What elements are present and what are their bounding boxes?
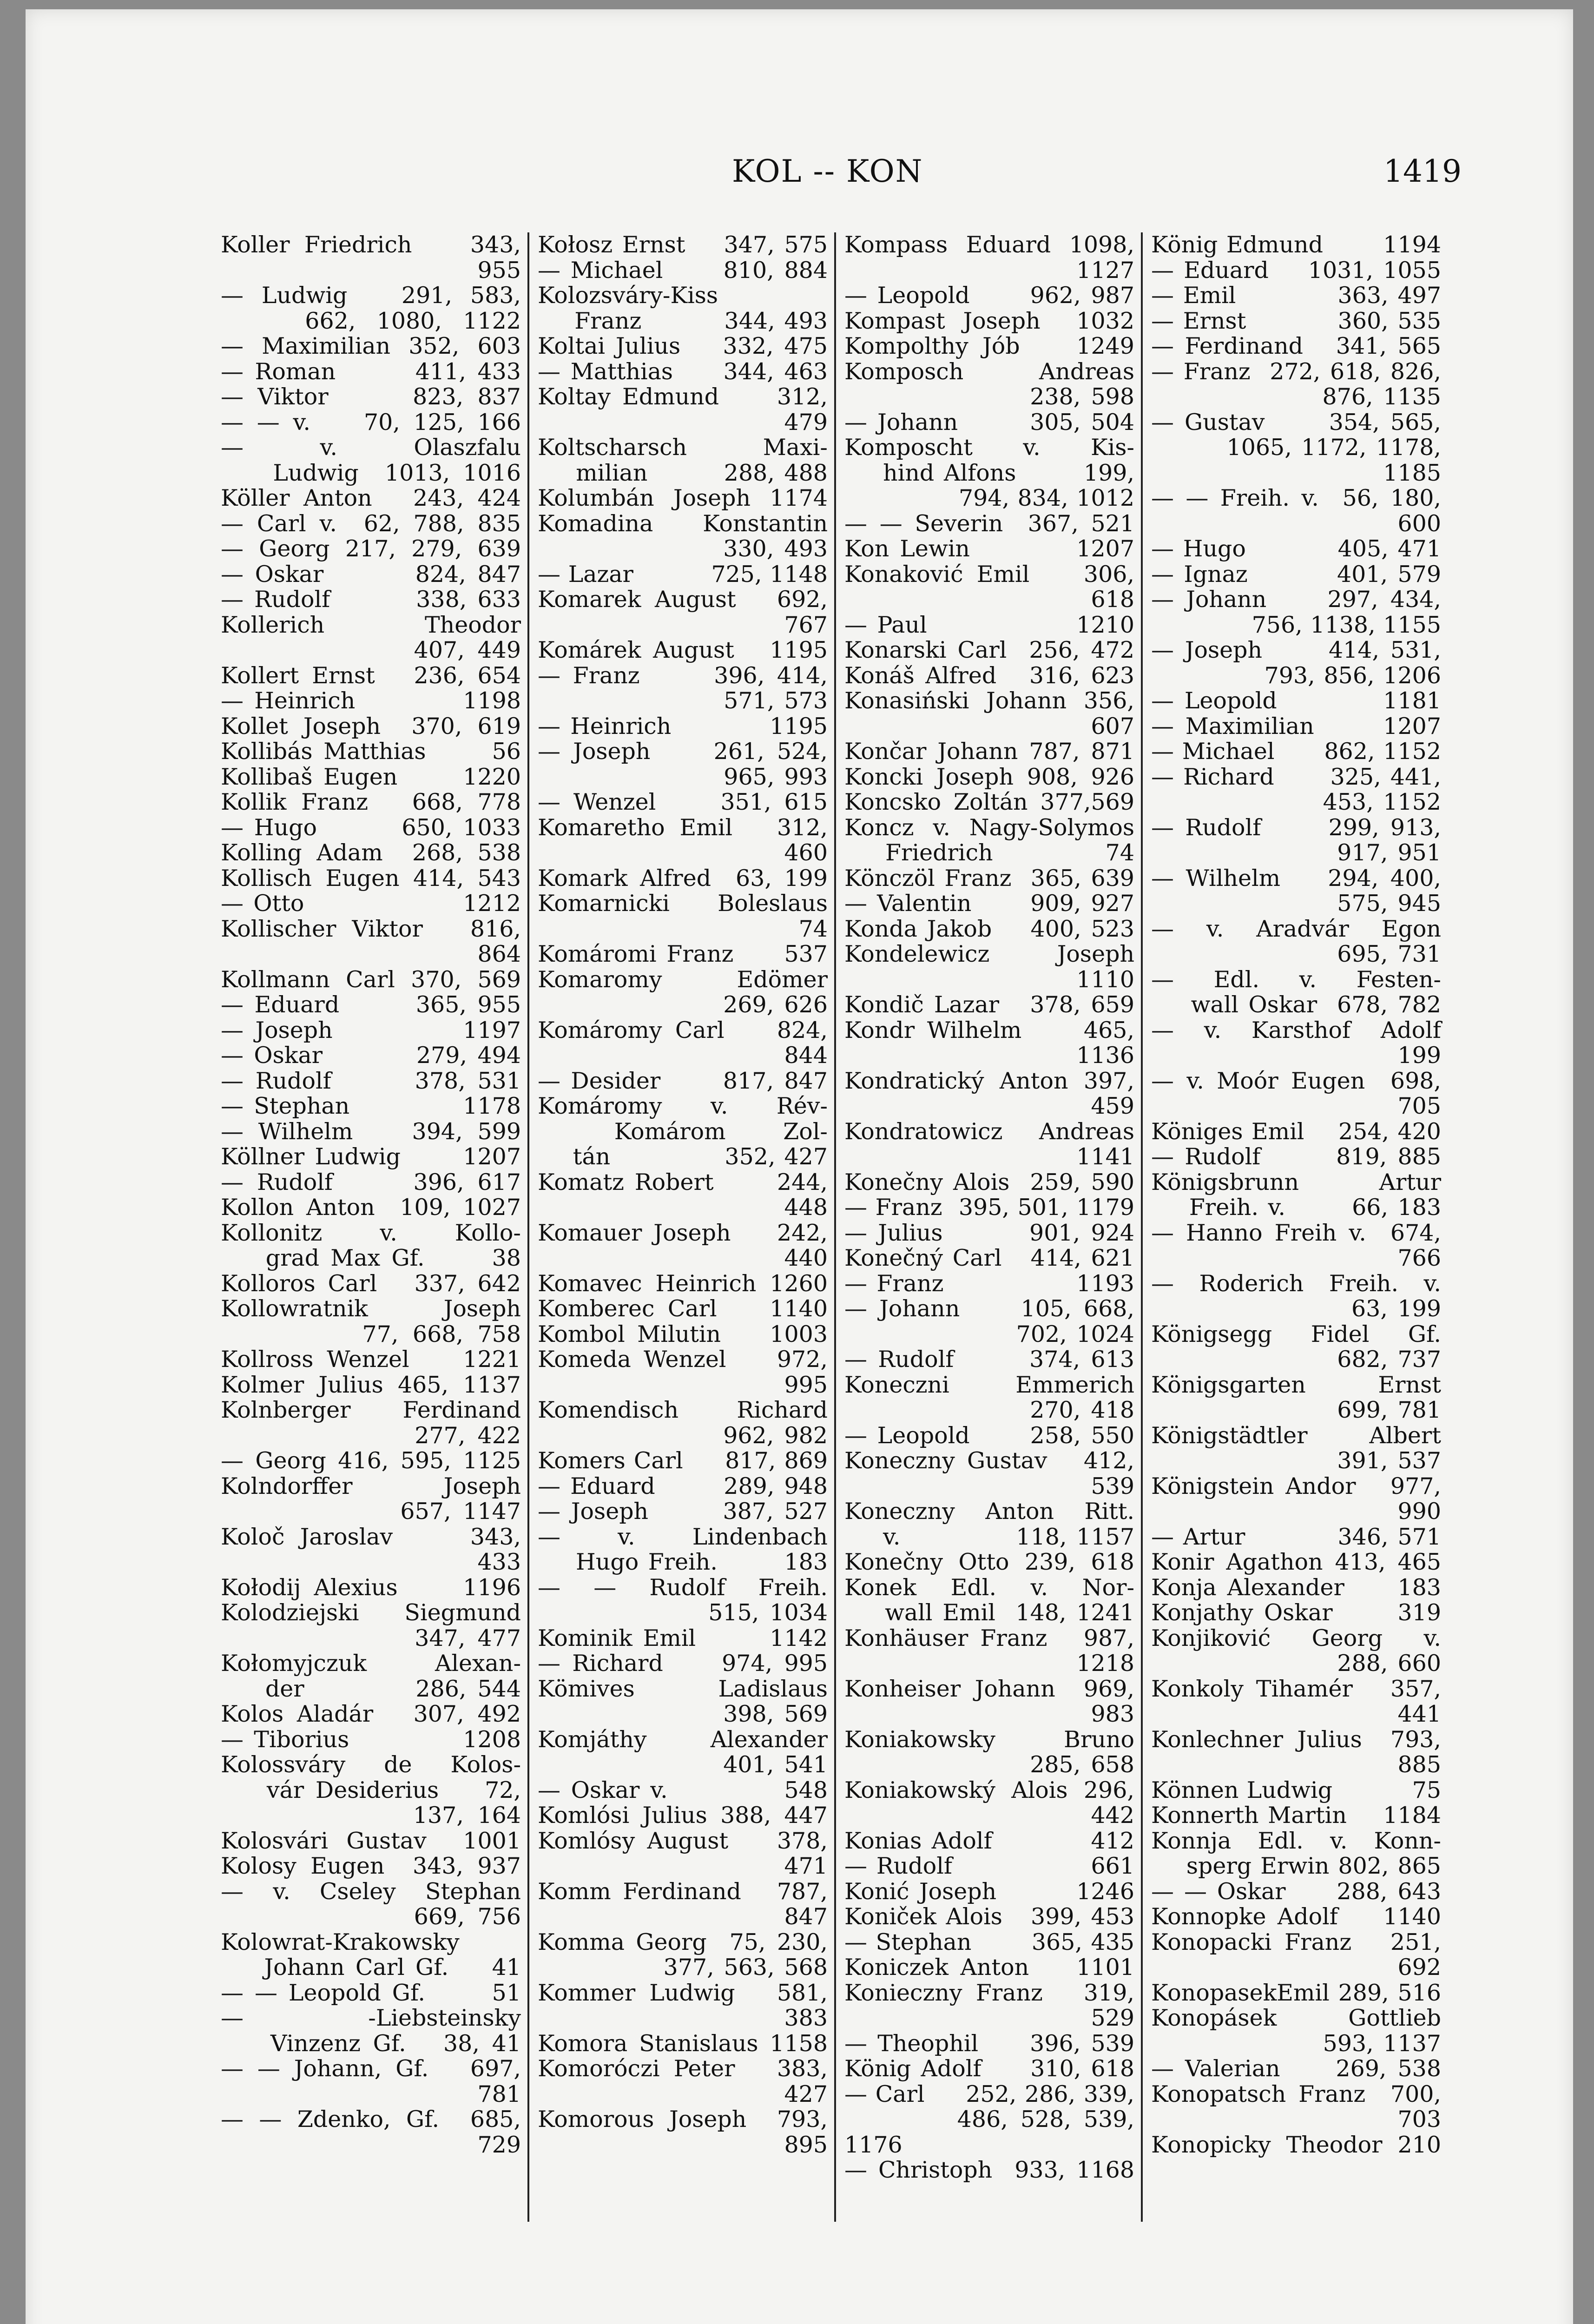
index-entry: — — Severin 367, 521 (844, 510, 1134, 537)
index-entry: Komlósy August 378, 471 (538, 1827, 828, 1879)
index-entry: — Julius 901, 924 (844, 1219, 1134, 1246)
index-entry: — Roman 411, 433 (221, 358, 521, 385)
index-entry: Kollik Franz 668, 778 (221, 789, 521, 815)
index-entry: Konhäuser Franz 987, 1218 (844, 1624, 1134, 1677)
index-entry: Končar Johann 787, 871 (844, 738, 1134, 765)
index-entry: — Eduard 289, 948 (538, 1472, 828, 1499)
index-entry: — Heinrich 1198 (221, 687, 521, 714)
index-entry: Kolos Aladár 307, 492 (221, 1701, 521, 1727)
index-entry: — -Liebsteinsky Vinzenz Gf. 38, 41 (221, 2005, 521, 2057)
index-entry: — Rudolf 819, 885 (1151, 1143, 1441, 1170)
index-entry: — Oskar v. 548 (538, 1776, 828, 1803)
index-entry: Kolnberger Ferdinand 277, 422 (221, 1397, 521, 1449)
index-entry: — Johann 105, 668, 702, 1024 (844, 1295, 1134, 1347)
index-entry: — Gustav 354, 565, 1065, 1172, 1178, 1185 (1151, 409, 1441, 486)
index-entry: Koltay Edmund 312, 479 (538, 383, 828, 436)
index-entry: — Ferdinand 341, 565 (1151, 333, 1441, 359)
index-entry: — Viktor 823, 837 (221, 383, 521, 410)
column-1 (221, 232, 527, 2222)
index-entry: — Johann 305, 504 (844, 409, 1134, 436)
index-entry: — Carl 252, 286, 339, 486, 528, 539, 1176 (844, 2080, 1134, 2158)
index-entry: Koloč Jaroslav 343, 433 (221, 1523, 521, 1575)
index-entry: — Wenzel 351, 615 (538, 789, 828, 815)
index-entry: Konić Joseph 1246 (844, 1878, 1134, 1905)
index-entry: — Desider 817, 847 (538, 1067, 828, 1094)
page-header (26, 153, 1573, 195)
index-entry: Koneczni Emmerich 270, 418 (844, 1371, 1134, 1423)
index-entry: Kompolthy Jób 1249 (844, 333, 1134, 359)
index-entry: — Michael 862, 1152 (1151, 738, 1441, 765)
index-entry: Koncki Joseph 908, 926 (844, 763, 1134, 790)
index-entry: — Ludwig 291, 583, 662, 1080, 1122 (221, 282, 521, 334)
index-entry: Komarnicki Boleslaus 74 (538, 890, 828, 942)
index-entry: — v. Aradvár Egon 695, 731 (1151, 915, 1441, 967)
index-entry: — Ignaz 401, 579 (1151, 561, 1441, 588)
index-entry: — v. Olaszfalu Ludwig 1013, 1016 (221, 434, 521, 486)
index-entry: Konnja Edl. v. Konn- sperg Erwin 802, 865 (1151, 1827, 1441, 1879)
index-entry: Kolling Adam 268, 538 (221, 839, 521, 866)
index-entry: — Richard 325, 441, 453, 1152 (1151, 763, 1441, 815)
index-entry: Komoróczi Peter 383, 427 (538, 2055, 828, 2107)
index-entry: Kołosz Ernst 347, 575 (538, 231, 828, 258)
index-entry: — Joseph 261, 524, 965, 993 (538, 738, 828, 790)
index-entry: Konlechner Julius 793, 885 (1151, 1726, 1441, 1778)
index-entry: Konopacki Franz 251, 692 (1151, 1928, 1441, 1981)
index-entry: — Paul 1210 (844, 611, 1134, 638)
index-entry: — Wilhelm 394, 599 (221, 1118, 521, 1145)
index-entry: Komark Alfred 63, 199 (538, 865, 828, 891)
index-entry: Kolozsváry-Kiss Franz 344, 493 (538, 282, 828, 334)
index-entry: Königes Emil 254, 420 (1151, 1118, 1441, 1145)
index-entry: Komendisch Richard 962, 982 (538, 1397, 828, 1449)
index-entry: Kollon Anton 109, 1027 (221, 1194, 521, 1221)
index-entry: Kolmer Julius 465, 1137 (221, 1371, 521, 1398)
index-entry: Konáš Alfred 316, 623 (844, 662, 1134, 689)
index-entry: Koniakowský Alois 296, 442 (844, 1776, 1134, 1829)
index-entry: Kondr Wilhelm 465, 1136 (844, 1017, 1134, 1069)
index-entry: Konaković Emil 306, 618 (844, 561, 1134, 613)
index-entry: — Eduard 1031, 1055 (1151, 257, 1441, 284)
index-entry: — Stephan 1178 (221, 1093, 521, 1119)
column-4 (1141, 232, 1448, 2222)
index-entry: Konek Edl. v. Nor- wall Emil 148, 1241 (844, 1574, 1134, 1626)
index-entry: Konieczny Franz 319, 529 (844, 1979, 1134, 2031)
index-entry: Kondič Lazar 378, 659 (844, 991, 1134, 1018)
index-entry: — Joseph 1197 (221, 1017, 521, 1043)
index-entry: Kollibás Matthias 56 (221, 738, 521, 765)
index-entry: — — v. 70, 125, 166 (221, 409, 521, 436)
index-entry: Kołomyjczuk Alexan- der 286, 544 (221, 1650, 521, 1702)
index-entry: Komm Ferdinand 787, 847 (538, 1878, 828, 1930)
index-entry: Koncsko Zoltán 377,569 (844, 789, 1134, 815)
index-entry: — Otto 1212 (221, 890, 521, 917)
index-entry: — Stephan 365, 435 (844, 1928, 1134, 1955)
index-entry: Kolosvári Gustav 1001 (221, 1827, 521, 1854)
index-entry: Kon Lewin 1207 (844, 535, 1134, 562)
index-entry: Konečny Otto 239, 618 (844, 1549, 1134, 1575)
index-entry: Koller Friedrich 343, 955 (221, 231, 521, 284)
index-entry: — Valerian 269, 538 (1151, 2055, 1441, 2082)
index-entry: Königsgarten Ernst 699, 781 (1151, 1371, 1441, 1423)
index-entry: — Richard 974, 995 (538, 1650, 828, 1677)
index-entry: — Leopold 258, 550 (844, 1422, 1134, 1449)
index-entry: — Franz 1193 (844, 1270, 1134, 1297)
index-entry: — Maximilian 352, 603 (221, 333, 521, 359)
column-3 (834, 232, 1141, 2222)
index-entry: Komposcht v. Kis- hind Alfons 199, 794, 834, 1012 (844, 434, 1134, 511)
index-entry: Könczöl Franz 365, 639 (844, 865, 1134, 891)
index-entry: Königsegg Fidel Gf. 682, 737 (1151, 1320, 1441, 1373)
index-entry: — Rudolf 378, 531 (221, 1067, 521, 1094)
index-entry: Konopásek Gottlieb 593, 1137 (1151, 2005, 1441, 2057)
index-entry: Kondelewicz Joseph 1110 (844, 941, 1134, 993)
index-entry: König Edmund 1194 (1151, 231, 1441, 258)
index-entry: — — Oskar 288, 643 (1151, 1878, 1441, 1905)
index-entry: Komers Carl 817, 869 (538, 1447, 828, 1474)
index-entry: — Johann 297, 434, 756, 1138, 1155 (1151, 586, 1442, 638)
index-entry: Konečný Carl 414, 621 (844, 1245, 1134, 1271)
index-entry: — — Zdenko, Gf. 685, 729 (221, 2106, 521, 2158)
index-entry: — Carl v. 62, 788, 835 (221, 510, 521, 537)
index-entry: Komaromy Edömer 269, 626 (538, 966, 828, 1018)
index-entry: Kolosy Eugen 343, 937 (221, 1853, 521, 1879)
index-entry: Komeda Wenzel 972, 995 (538, 1346, 828, 1398)
index-entry: Komposch Andreas 238, 598 (844, 358, 1134, 410)
index-entry: — Christoph 933, 1168 (844, 2157, 1134, 2183)
index-entry: Konopatsch Franz 700, 703 (1151, 2080, 1441, 2133)
index-entry: Können Ludwig 75 (1151, 1776, 1441, 1803)
index-entry: Kolumbán Joseph 1174 (538, 485, 828, 511)
index-entry: — Hugo 405, 471 (1151, 535, 1441, 562)
index-entry: Kondratowicz Andreas 1141 (844, 1118, 1134, 1170)
index-entry: — — Freih. v. 56, 180, 600 (1151, 485, 1441, 537)
index-entry: Kollerich Theodor 407, 449 (221, 611, 521, 663)
index-entry: Kominik Emil 1142 (538, 1624, 828, 1651)
index-entry: — Hugo 650, 1033 (221, 814, 521, 841)
index-entry: Kompast Joseph 1032 (844, 307, 1134, 334)
index-entry: Koneczny Gustav 412, 539 (844, 1447, 1134, 1499)
index-entry: Koneczny Anton Ritt. v. 118, 1157 (844, 1498, 1134, 1550)
index-entry: — Rudolf 396, 617 (221, 1169, 521, 1195)
index-entry: Konnopke Adolf 1140 (1151, 1903, 1441, 1930)
index-entry: — v. Lindenbach Hugo Freih. 183 (538, 1523, 828, 1575)
index-entry: — Tiborius 1208 (221, 1726, 521, 1753)
index-entry: Konarski Carl 256, 472 (844, 637, 1134, 663)
index-entry: Kondratický Anton 397, 459 (844, 1067, 1134, 1119)
index-entry: Komadina Konstantin 330, 493 (538, 510, 828, 562)
index-entry: — Michael 810, 884 (538, 257, 828, 284)
index-entry: — Heinrich 1195 (538, 713, 828, 739)
index-entry: Koniakowsky Bruno 285, 658 (844, 1726, 1134, 1778)
index-entry: — Joseph 414, 531, 793, 856, 1206 (1151, 637, 1442, 689)
index-entry: — — Johann, Gf. 697, 781 (221, 2055, 521, 2107)
column-2 (527, 232, 834, 2222)
index-entry: Komorous Joseph 793, 895 (538, 2106, 828, 2158)
index-entry: Komma Georg 75, 230, 377, 563, 568 (538, 1928, 828, 1981)
index-entry: Konheiser Johann 969, 983 (844, 1675, 1134, 1727)
index-entry: Konias Adolf 412 (844, 1827, 1134, 1854)
index-entry: Koltscharsch Maxi- milian 288, 488 (538, 434, 828, 486)
index-entry: Kolossváry de Kolos- vár Desiderius 72, 137, 164 (221, 1751, 521, 1829)
index-entry: Konir Agathon 413, 465 (1151, 1549, 1441, 1575)
index-entry: Kollet Joseph 370, 619 (221, 713, 521, 739)
index-entry: Kommer Ludwig 581, 383 (538, 1979, 828, 2031)
index-entry: — Valentin 909, 927 (844, 890, 1134, 917)
index-entry: — Hanno Freih v. 674, 766 (1151, 1219, 1441, 1271)
index-entry: — Leopold 1181 (1151, 687, 1441, 714)
index-entry: Kollert Ernst 236, 654 (221, 662, 521, 689)
index-entry: Konjiković Georg v. 288, 660 (1151, 1624, 1441, 1677)
index-entry: Königstädtler Albert 391, 537 (1151, 1422, 1441, 1474)
index-entry: Komáromi Franz 537 (538, 941, 828, 967)
index-entry: — Rudolf 299, 913, 917, 951 (1151, 814, 1441, 866)
index-entry: — Rudolf 661 (844, 1853, 1134, 1879)
index-entry: Kolodziejski Siegmund 347, 477 (221, 1599, 521, 1651)
index-entry: Konda Jakob 400, 523 (844, 915, 1134, 942)
index-entry: — Wilhelm 294, 400, 575, 945 (1151, 865, 1441, 917)
index-entry: Kolloros Carl 337, 642 (221, 1270, 521, 1297)
index-entry: Köller Anton 243, 424 (221, 485, 521, 511)
index-entry: — Oskar 279, 494 (221, 1042, 521, 1069)
index-entry: Königstein Andor 977, 990 (1151, 1472, 1441, 1525)
index-entry: Kömives Ladislaus 398, 569 (538, 1675, 828, 1727)
index-entry: — — Leopold Gf. 51 (221, 1979, 521, 2006)
index-entry: Komatz Robert 244, 448 (538, 1169, 828, 1221)
page-number: 1419 (1383, 153, 1462, 189)
index-entry: — v. Cseley Stephan 669, 756 (221, 1878, 521, 1930)
index-entry: — Matthias 344, 463 (538, 358, 828, 385)
index-entry: — Franz 272, 618, 826, 876, 1135 (1151, 358, 1441, 410)
index-entry: Komáromy v. Rév- Komárom Zol- tán 352, 427 (538, 1093, 828, 1170)
index-entry: Komaretho Emil 312, 460 (538, 814, 828, 866)
index-entry: Koncz v. Nagy-Solymos Friedrich 74 (844, 814, 1134, 866)
index-entry: Kolowrat-Krakowsky Johann Carl Gf. 41 (221, 1928, 521, 1981)
index-entry: — Oskar 824, 847 (221, 561, 521, 588)
index-entry: — Artur 346, 571 (1151, 1523, 1441, 1550)
index-entry: Konasiński Johann 356, 607 (844, 687, 1134, 739)
index-entry: Kollischer Viktor 816, 864 (221, 915, 521, 967)
index-entry: — Theophil 396, 539 (844, 2030, 1134, 2057)
index-entry: Komarek August 692, 767 (538, 586, 828, 638)
index-entry: — Georg 416, 595, 1125 (221, 1447, 521, 1474)
index-entry: — Franz 395, 501, 1179 (844, 1194, 1134, 1221)
index-entry: — Joseph 387, 527 (538, 1498, 828, 1525)
index-entry: Kollross Wenzel 1221 (221, 1346, 521, 1373)
index-entry: Koniczek Anton 1101 (844, 1954, 1134, 1981)
index-entry: — — Rudolf Freih. 515, 1034 (538, 1574, 828, 1626)
index-entry: Koniček Alois 399, 453 (844, 1903, 1134, 1930)
index-entry: Kombol Milutin 1003 (538, 1320, 828, 1347)
index-entry: Konjathy Oskar 319 (1151, 1599, 1441, 1626)
index-entry: Konopicky Theodor 210 (1151, 2131, 1441, 2158)
index-entry: — Franz 396, 414, 571, 573 (538, 662, 828, 714)
book-page (26, 9, 1573, 2324)
index-entry: — Emil 363, 497 (1151, 282, 1441, 309)
index-columns (221, 232, 1466, 2222)
index-entry: — Rudolf 338, 633 (221, 586, 521, 613)
index-entry: Kołodij Alexius 1196 (221, 1574, 521, 1601)
index-entry: Komlósi Julius 388, 447 (538, 1802, 828, 1829)
index-entry: — v. Karsthof Adolf 199 (1151, 1017, 1441, 1069)
index-entry: Komberec Carl 1140 (538, 1295, 828, 1322)
index-entry: Komora Stanislaus 1158 (538, 2030, 828, 2057)
index-entry: Konja Alexander 183 (1151, 1574, 1441, 1601)
index-entry: — Georg 217, 279, 639 (221, 535, 521, 562)
index-entry: — Lazar 725, 1148 (538, 561, 828, 588)
index-entry: — v. Moór Eugen 698, 705 (1151, 1067, 1441, 1119)
index-entry: — Ernst 360, 535 (1151, 307, 1441, 334)
index-entry: Konnerth Martin 1184 (1151, 1802, 1441, 1829)
index-entry: Kompass Eduard 1098, 1127 (844, 231, 1134, 284)
index-entry: — Rudolf 374, 613 (844, 1346, 1134, 1373)
index-entry: — Roderich Freih. v. 63, 199 (1151, 1270, 1442, 1322)
index-entry: Kollibaš Eugen 1220 (221, 763, 521, 790)
index-entry: Komjáthy Alexander 401, 541 (538, 1726, 828, 1778)
index-entry: Kollmann Carl 370, 569 (221, 966, 521, 993)
index-entry: Köllner Ludwig 1207 (221, 1143, 521, 1170)
index-entry: König Adolf 310, 618 (844, 2055, 1134, 2082)
index-entry: Komavec Heinrich 1260 (538, 1270, 828, 1297)
index-entry: — Edl. v. Festen- wall Oskar 678, 782 (1151, 966, 1441, 1018)
index-entry: — Leopold 962, 987 (844, 282, 1134, 309)
index-entry: — Eduard 365, 955 (221, 991, 521, 1018)
index-entry: — Maximilian 1207 (1151, 713, 1441, 739)
index-entry: Komárek August 1195 (538, 637, 828, 663)
running-head: KOL -- KON (732, 153, 923, 189)
index-entry: Komauer Joseph 242, 440 (538, 1219, 828, 1271)
index-entry: Konečny Alois 259, 590 (844, 1169, 1134, 1195)
index-entry: KonopasekEmil 289, 516 (1151, 1979, 1441, 2006)
index-entry: Kollisch Eugen 414, 543 (221, 865, 521, 891)
index-entry: Koltai Julius 332, 475 (538, 333, 828, 359)
index-entry: Kolndorffer Joseph 657, 1147 (221, 1472, 521, 1525)
index-entry: Kollonitz v. Kollo- grad Max Gf. 38 (221, 1219, 521, 1271)
index-entry: Konkoly Tihamér 357, 441 (1151, 1675, 1441, 1727)
index-entry: Königsbrunn Artur Freih. v. 66, 183 (1151, 1169, 1441, 1221)
index-entry: Komáromy Carl 824, 844 (538, 1017, 828, 1069)
index-entry: Kollowratnik Joseph 77, 668, 758 (221, 1295, 521, 1347)
